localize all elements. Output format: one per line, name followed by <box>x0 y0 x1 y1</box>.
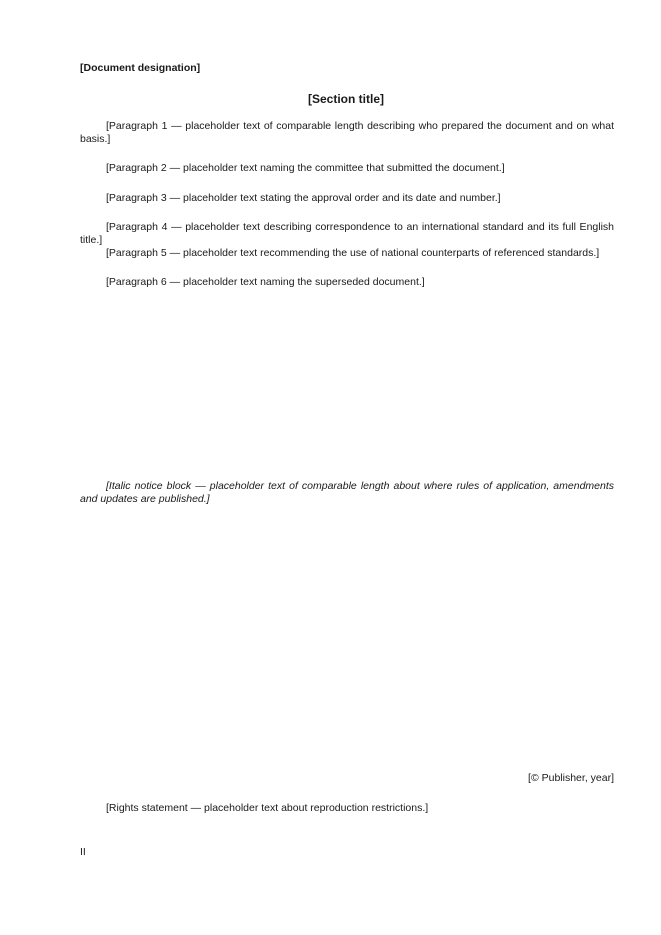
paragraph-submitted: [Paragraph 2 — placeholder text naming the committee that submitted the document.] <box>106 162 505 175</box>
page-number: II <box>80 846 86 858</box>
document-id: [Document designation] <box>80 62 201 74</box>
paragraph-replaces: [Paragraph 6 — placeholder text naming the superseded document.] <box>106 276 425 289</box>
page-title: [Section title] <box>307 92 384 106</box>
paragraph-prepared: [Paragraph 1 — placeholder text of comparable length describing who prepared the document and on what basis.] <box>80 120 614 146</box>
publication-notice: [Italic notice block — placeholder text of comparable length about where rules of application, amendments and updates are published.] <box>80 480 614 506</box>
rights-statement: [Rights statement — placeholder text about reproduction restrictions.] <box>106 802 429 814</box>
paragraph-references: [Paragraph 5 — placeholder text recommending the use of national counterparts of referenced standards.] <box>106 247 600 260</box>
paragraph-approved: [Paragraph 3 — placeholder text stating the approval order and its date and number.] <box>106 191 501 204</box>
paragraph-identical: [Paragraph 4 — placeholder text describing correspondence to an international standard and its full English title.] <box>80 220 614 247</box>
foreword-body <box>80 120 614 306</box>
copyright-line: [© Publisher, year] <box>528 772 614 784</box>
